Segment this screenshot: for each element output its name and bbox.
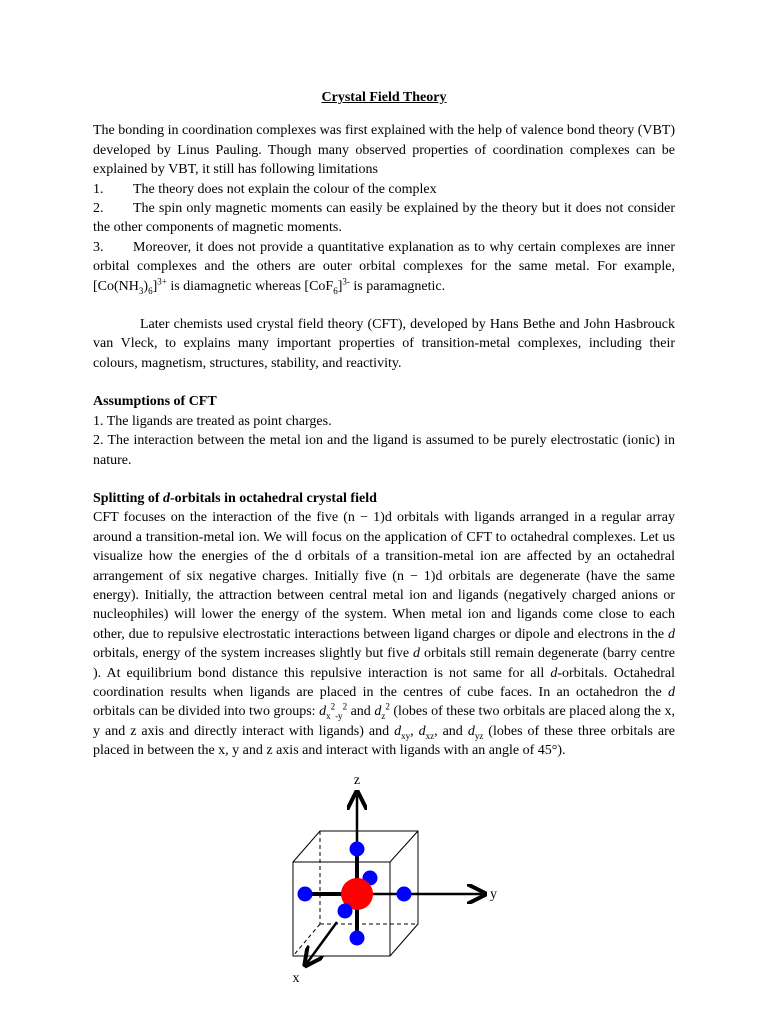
intro-paragraph bbox=[93, 121, 675, 179]
limitation-item bbox=[93, 199, 675, 238]
text-segment: CFT focuses on the interaction of the five (n − 1)d orbitals with ligands arranged in a regular array around a transition-metal ion. We will focus on the application of CFT to octahedral complexes. Let us visualize how the energies of the d orbitals of a transition-metal ion are affected by an octahedral arrangement of six negative charges. Initially five (n − 1)d orbitals are degenerate (have the same energy). Initially, the attraction between central metal ion and ligands (negatively charged anions or nucleophiles) will lower the energy of the system. When metal ion and ligands come close to each other, due to repulsive electrostatic interactions between ligand charges or dipole and electrons in the bbox=[93, 510, 675, 642]
text-segment: (lobes of these two orbitals are placed along the x, y and z axis and directly interact with ligands) and bbox=[93, 704, 675, 739]
text-segment: -orbitals. Octahedral coordination results when ligands are placed in the centres of cube faces. In an octahedron the bbox=[93, 665, 676, 700]
text-segment: d bbox=[668, 684, 675, 700]
text-segment: d bbox=[163, 490, 171, 506]
y-label: y bbox=[490, 886, 497, 902]
later-paragraph bbox=[93, 315, 675, 373]
text-segment: d bbox=[467, 723, 475, 739]
text-segment: d bbox=[413, 646, 421, 662]
x-label: x bbox=[292, 970, 300, 986]
text-segment: 2 bbox=[330, 701, 336, 712]
text-segment: 6 bbox=[333, 285, 338, 296]
text-segment: d bbox=[319, 704, 327, 720]
text-segment: orbitals still remain degenerate (barry centre ). At equilibrium bond distance this repulsive interaction is not same for all bbox=[93, 646, 675, 681]
text-segment: -y bbox=[335, 711, 343, 722]
text-segment: is paramagnetic. bbox=[349, 278, 446, 294]
limitation-text bbox=[93, 240, 675, 294]
limitation-item bbox=[93, 238, 675, 296]
text-segment: 6 bbox=[148, 285, 153, 296]
text-segment: ] bbox=[152, 278, 158, 294]
text-segment: yz bbox=[474, 730, 484, 741]
text-segment: d bbox=[550, 665, 558, 681]
assumptions-section bbox=[93, 392, 675, 470]
text-segment: and bbox=[347, 704, 375, 720]
text-segment: z bbox=[381, 711, 386, 722]
text-segment: 2 bbox=[385, 701, 390, 712]
text-segment: d bbox=[418, 723, 426, 739]
ligand bbox=[350, 841, 365, 856]
text-segment: x bbox=[326, 711, 331, 722]
text-segment: orbitals, energy of the system increases slightly but five bbox=[93, 646, 414, 662]
splitting-section bbox=[93, 489, 675, 761]
z-label: z bbox=[353, 772, 361, 788]
text-segment: xy bbox=[401, 730, 411, 741]
text-segment: d bbox=[374, 704, 382, 720]
text-segment: 3 bbox=[138, 285, 144, 296]
octahedral-field-diagram bbox=[280, 767, 510, 997]
splitting-paragraph bbox=[93, 508, 675, 760]
text-segment: d bbox=[668, 626, 675, 642]
text-segment: ] bbox=[337, 278, 343, 294]
text-segment: The spin only magnetic moments can easily be explained by the theory but it does not consider the other components of magnetic moments. bbox=[93, 201, 675, 236]
limitation-number: 3. bbox=[93, 239, 104, 255]
axes bbox=[305, 795, 482, 963]
limitation-number: 1. bbox=[93, 181, 104, 197]
text-segment: Splitting of bbox=[93, 490, 164, 506]
text-segment: is diamagnetic whereas [CoF bbox=[166, 278, 334, 294]
limitation-text bbox=[133, 182, 437, 197]
text-segment: , bbox=[410, 723, 419, 739]
intro-section bbox=[93, 121, 675, 296]
page-title: Crystal Field Theory bbox=[321, 90, 447, 105]
splitting-heading bbox=[93, 489, 675, 508]
text-segment: The bonding in coordination complexes was first explained with the help of valence bond theory (VBT) developed by Linus Pauling. Though many observed properties of coordination complexes can be explained by VBT, it still has following limitations bbox=[93, 123, 676, 178]
text-segment: Later chemists used crystal field theory (CFT), developed by Hans Bethe and John Hasbrouck van Vleck, to explains many important properties of transition-metal complexes, including their colours, magnetism, structures, stability, and reactivity. bbox=[93, 317, 675, 371]
limitation-text bbox=[93, 201, 675, 235]
ligand bbox=[350, 930, 365, 945]
text-segment: ) bbox=[143, 278, 149, 294]
text-segment: , and bbox=[434, 723, 468, 739]
limitation-number: 2. bbox=[93, 201, 104, 217]
text-segment: Moreover, it does not provide a quantitative explanation as to why certain complexes are inner orbital complexes and the others are outer orbital complexes for the same metal. For example, [Co(NH bbox=[93, 239, 675, 294]
text-segment: d bbox=[394, 723, 402, 739]
limitation-item bbox=[93, 180, 675, 199]
assumption-item: 2. The interaction between the metal ion and the ligand is assumed to be purely electrostatic (ionic) in nature. bbox=[93, 433, 675, 468]
text-segment: 3+ bbox=[157, 276, 167, 286]
text-segment: 3- bbox=[342, 276, 350, 286]
text-segment: 2 bbox=[342, 701, 348, 712]
ligand bbox=[298, 886, 313, 901]
text-segment: orbitals can be divided into two groups: bbox=[93, 704, 320, 720]
ligand-front bbox=[338, 903, 353, 918]
assumption-item: 1. The ligands are treated as point charges. bbox=[93, 413, 332, 429]
assumptions-heading: Assumptions of CFT bbox=[93, 394, 217, 410]
x-axis bbox=[307, 922, 337, 963]
text-segment: The theory does not explain the colour of the complex bbox=[133, 181, 437, 197]
text-segment: -orbitals in octahedral crystal field bbox=[170, 490, 377, 506]
ligand bbox=[397, 886, 412, 901]
text-segment: xz bbox=[425, 730, 435, 741]
text-segment: (lobes of these three orbitals are placed in between the x, y and z axis and interact with ligands with an angle of 45°). bbox=[93, 723, 675, 759]
